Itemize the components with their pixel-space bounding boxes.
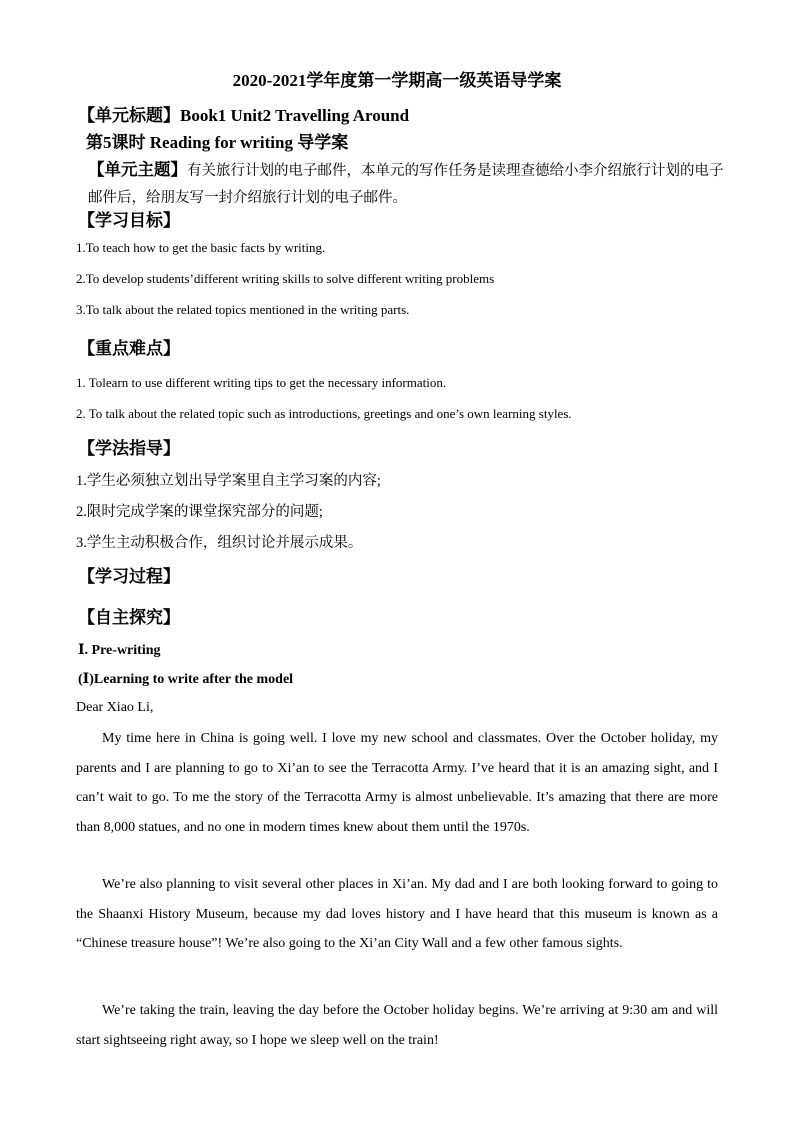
letter-paragraph-text: We’re taking the train, leaving the day before the October holiday begins. We’re arriving at 9:30 am and will start sightseeing right away, so I hope we sleep well on the train! bbox=[76, 1003, 718, 1048]
unit-title: 【单元标题】Book1 Unit2 Travelling Around bbox=[78, 106, 410, 125]
unit-theme-label: 【单元主题】 bbox=[88, 160, 187, 179]
key-point-item: 1. Tolearn to use different writing tips to get the necessary information. bbox=[76, 375, 447, 390]
key-point-item: 2. To talk about the related topic such as introductions, greetings and one’s own learning styles. bbox=[76, 406, 572, 421]
objective-item: 2.To develop students’different writing skills to solve different writing problems bbox=[76, 271, 495, 286]
letter-paragraph bbox=[76, 870, 718, 959]
objective-item: 3.To talk about the related topics mentioned in the writing parts. bbox=[76, 302, 410, 317]
method-item: 3.学生主动积极合作，组织讨论并展示成果。 bbox=[76, 535, 363, 551]
unit-theme bbox=[88, 156, 728, 212]
method-item: 1.学生必须独立划出导学案里自主学习案的内容; bbox=[76, 473, 381, 489]
objective-item: 1.To teach how to get the basic facts by writing. bbox=[76, 240, 326, 255]
section-pre-writing: Ⅰ. Pre-writing bbox=[78, 643, 161, 658]
subsection-model: (Ⅰ)Learning to write after the model bbox=[78, 672, 294, 687]
letter-paragraph-text: My time here in China is going well. I love my new school and classmates. Over the October holiday, my parents and I are planning to go to Xi’an to see the Terracotta Army. I’ve heard that it is an amazing sight, and I can’t wait to go. To me the story of the Terracotta Army is almost unbelievable. It’s amazing that there are more than 8,000 statues, and no one in modern times knew about them until the 1970s. bbox=[76, 731, 718, 835]
key-points-heading: 【重点难点】 bbox=[78, 339, 180, 358]
process-heading: 【学习过程】 bbox=[78, 567, 180, 586]
unit-theme-text: 有关旅行计划的电子邮件，本单元的写作任务是读理查德给小李介绍旅行计划的电子邮件后，给朋友写一封介绍旅行计划的电子邮件。 bbox=[88, 163, 724, 206]
method-item: 2.限时完成学案的课堂探究部分的问题; bbox=[76, 504, 323, 520]
lesson-title: 第5课时 Reading for writing 导学案 bbox=[86, 133, 349, 152]
letter-paragraph bbox=[76, 996, 718, 1055]
letter-salutation: Dear Xiao Li, bbox=[76, 700, 154, 715]
methods-heading: 【学法指导】 bbox=[78, 439, 180, 458]
letter-paragraph-text: We’re also planning to visit several other places in Xi’an. My dad and I are both looking forward to going to the Shaanxi History Museum, because my dad loves history and I have heard that this museum is known as a “Chinese treasure house”! We’re also going to the Xi’an City Wall and a few other famous sights. bbox=[76, 877, 718, 951]
document-title: 2020-2021学年度第一学期高一级英语导学案 bbox=[232, 71, 562, 90]
self-study-heading: 【自主探究】 bbox=[78, 608, 180, 627]
letter-paragraph bbox=[76, 724, 718, 842]
objectives-heading: 【学习目标】 bbox=[78, 211, 180, 230]
